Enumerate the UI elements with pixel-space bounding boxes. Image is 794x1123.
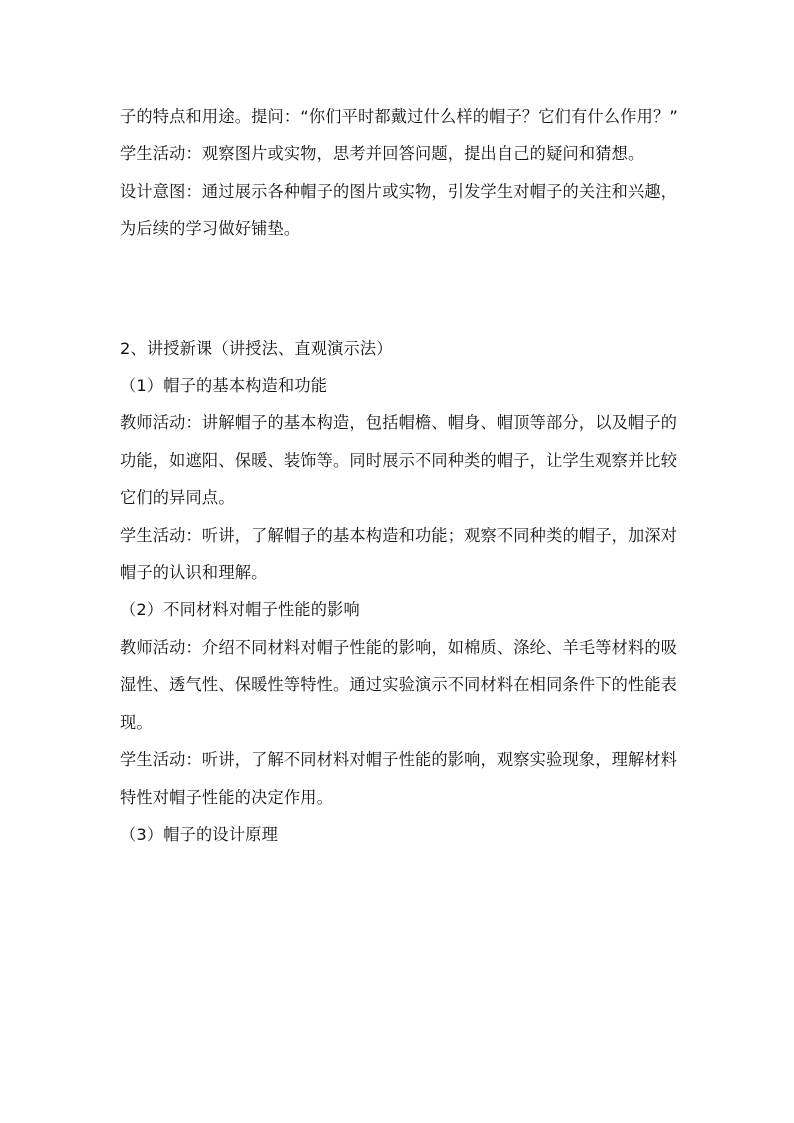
paragraph-intro-question: 子的特点和用途。提问：“你们平时都戴过什么样的帽子？它们有什么作用？” (120, 107, 678, 126)
paragraph-design-intent: 设计意图：通过展示各种帽子的图片或实物，引发学生对帽子的关注和兴趣，为后续的学习做好铺垫。 (120, 181, 678, 239)
paragraph-student-activity-2: 学生活动：听讲，了解不同材料对帽子性能的影响，观察实验现象，理解材料特性对帽子性能的决定作用。 (120, 750, 678, 807)
subsection-heading-3: （3）帽子的设计原理 (120, 824, 278, 844)
subsection-heading-1: （1）帽子的基本构造和功能 (120, 376, 328, 396)
paragraph-teacher-activity-1: 教师活动：讲解帽子的基本构造，包括帽檐、帽身、帽顶等部分，以及帽子的功能，如遮阳、保暖、装饰等。同时展示不同种类的帽子，让学生观察并比较它们的异同点。 (120, 413, 678, 508)
document-body (120, 98, 685, 853)
section-spacer (120, 248, 685, 330)
paragraph-teacher-activity-2: 教师活动：介绍不同材料对帽子性能的影响，如棉质、涤纶、羊毛等材料的吸湿性、透气性、保暖性等特性。通过实验演示不同材料在相同条件下的性能表现。 (120, 637, 678, 732)
paragraph-student-activity-intro: 学生活动：观察图片或实物，思考并回答问题，提出自己的疑问和猜想。 (120, 144, 645, 164)
section-heading-new-lesson: 2、讲授新课（讲授法、直观演示法） (120, 338, 393, 358)
subsection-heading-2: （2）不同材料对帽子性能的影响 (120, 600, 360, 620)
paragraph-student-activity-1: 学生活动：听讲，了解帽子的基本构造和功能；观察不同种类的帽子，加深对帽子的认识和理解。 (120, 525, 678, 583)
